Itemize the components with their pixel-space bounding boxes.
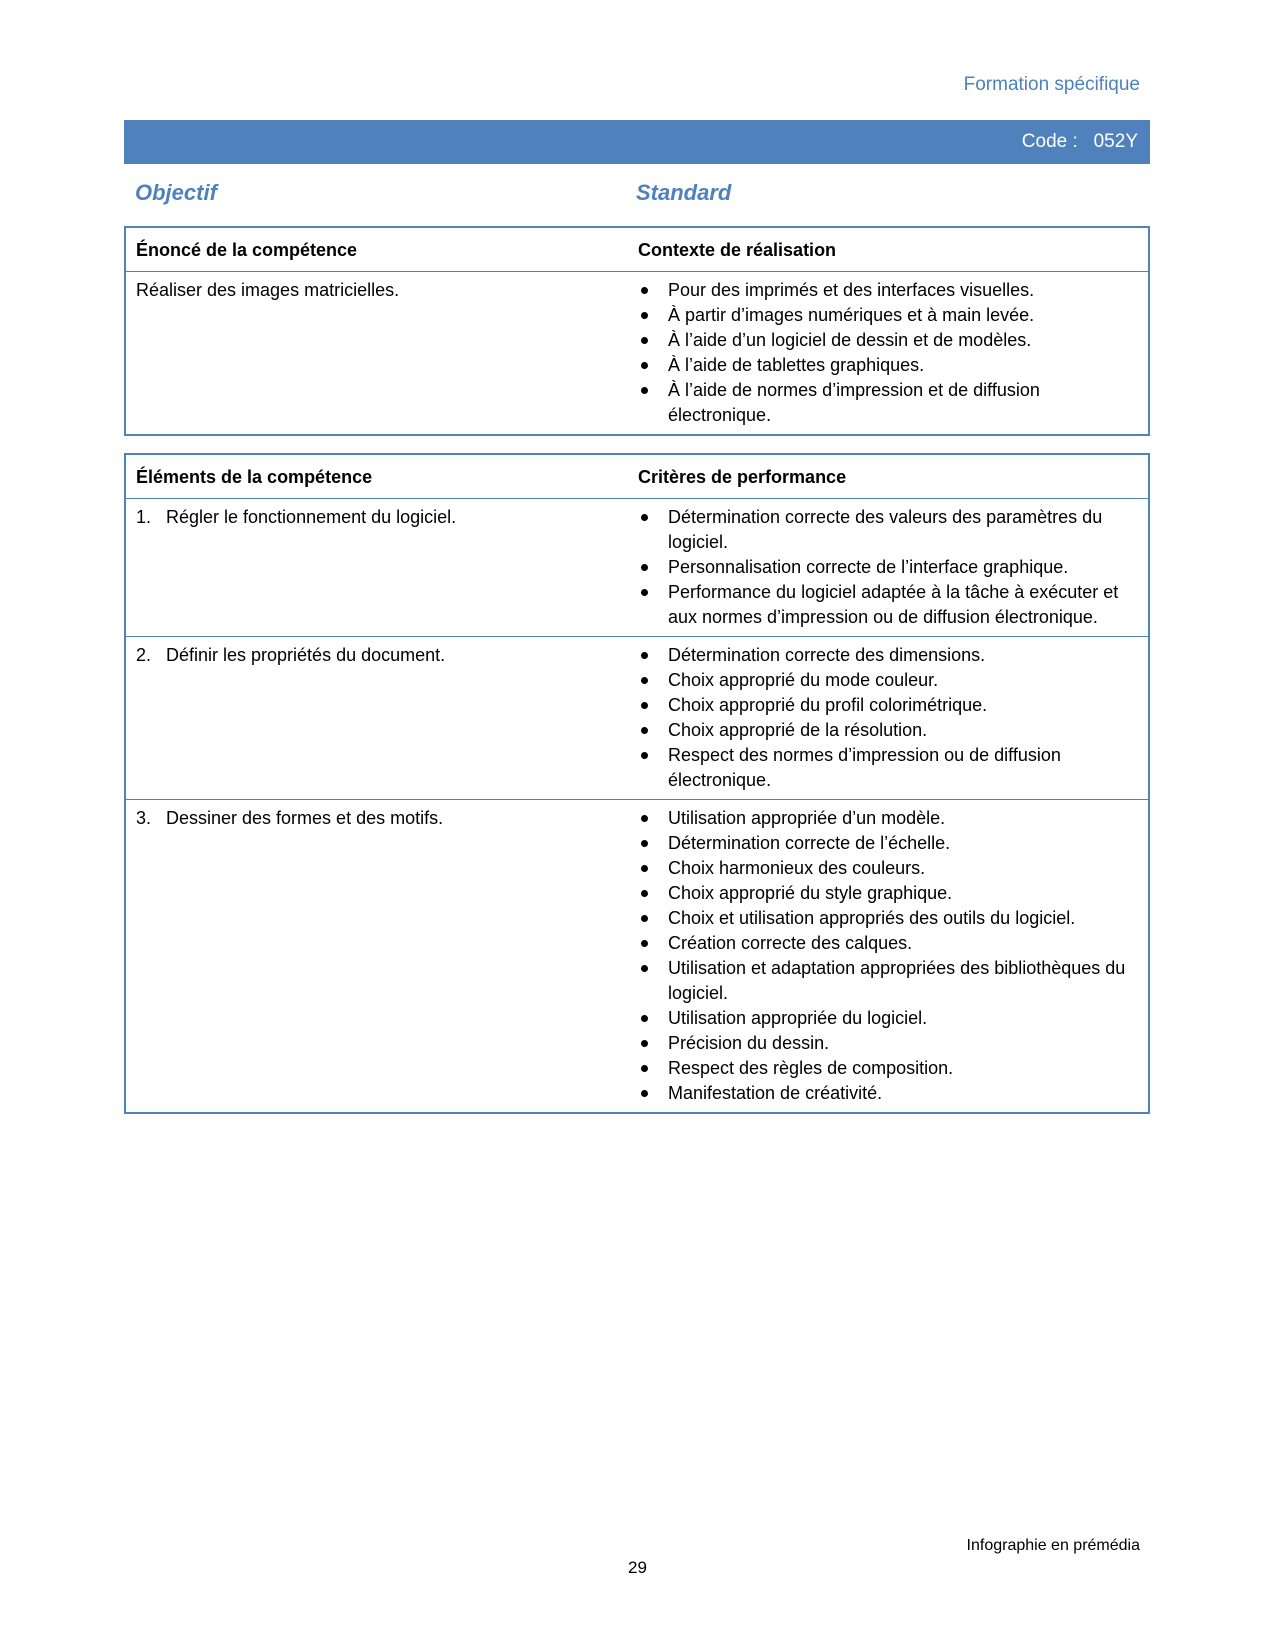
competence-statement: Réaliser des images matricielles.: [136, 280, 400, 300]
code-bar: [124, 120, 1150, 164]
list-item: Précision du dessin.: [638, 1031, 1140, 1056]
bullet-icon: [641, 915, 648, 922]
table-row: [126, 800, 1148, 1112]
page-number: 29: [628, 1558, 647, 1577]
element-text: Définir les propriétés du document.: [166, 645, 446, 665]
element-number: 2.: [136, 645, 152, 665]
list-item: Création correcte des calques.: [638, 931, 1140, 956]
bullet-icon: [641, 1090, 648, 1097]
bullet-icon: [641, 362, 648, 369]
elements-header-row: [126, 455, 1148, 499]
criteria-list: [638, 643, 1140, 793]
objective-standard-headings: [124, 180, 1150, 212]
bullet-icon: [641, 589, 648, 596]
criteria-list: [638, 806, 1140, 1106]
list-item: Respect des règles de composition.: [638, 1056, 1140, 1081]
elements-header: Éléments de la compétence: [136, 467, 373, 487]
list-item: Performance du logiciel adaptée à la tâche à exécuter et aux normes d’impression ou de diffusion électronique.: [638, 580, 1140, 630]
bullet-icon: [641, 677, 648, 684]
bullet-icon: [641, 752, 648, 759]
list-item: Détermination correcte de l’échelle.: [638, 831, 1140, 856]
bullet-icon: [641, 727, 648, 734]
element-number: 1.: [136, 507, 152, 527]
element-text: Régler le fonctionnement du logiciel.: [166, 507, 457, 527]
bullet-icon: [641, 1015, 648, 1022]
bullet-icon: [641, 840, 648, 847]
context-list-cell: [638, 278, 1148, 428]
criteria-list: [638, 505, 1140, 630]
bullet-icon: [641, 702, 648, 709]
bullet-icon: [641, 965, 648, 972]
bullet-icon: [641, 514, 648, 521]
table-row: [126, 499, 1148, 637]
list-item: Choix harmonieux des couleurs.: [638, 856, 1140, 881]
bullet-icon: [641, 865, 648, 872]
list-item: Choix approprié du style graphique.: [638, 881, 1140, 906]
element-cell: [126, 643, 638, 793]
standard-heading: Standard: [636, 180, 732, 205]
list-item: À partir d’images numériques et à main levée.: [638, 303, 1140, 328]
section-title: Formation spécifique: [963, 74, 1140, 95]
list-item: Utilisation et adaptation appropriées des bibliothèques du logiciel.: [638, 956, 1140, 1006]
bullet-icon: [641, 940, 648, 947]
list-item: Détermination correcte des dimensions.: [638, 643, 1140, 668]
list-item: Personnalisation correcte de l’interface graphique.: [638, 555, 1140, 580]
element-cell: [126, 505, 638, 630]
bullet-icon: [641, 652, 648, 659]
list-item: À l’aide d’un logiciel de dessin et de modèles.: [638, 328, 1140, 353]
bullet-icon: [641, 1065, 648, 1072]
element-text: Dessiner des formes et des motifs.: [166, 808, 444, 828]
footer-program: Infographie en prémédia: [966, 1537, 1140, 1554]
objectif-heading: Objectif: [135, 180, 217, 205]
list-item: Choix approprié du profil colorimétrique.: [638, 693, 1140, 718]
list-item: Choix approprié du mode couleur.: [638, 668, 1140, 693]
bullet-icon: [641, 287, 648, 294]
competence-body-row: [126, 272, 1148, 434]
table-row: [126, 637, 1148, 800]
program-code: Code : 052Y: [1021, 131, 1138, 152]
criteria-header: Critères de performance: [638, 467, 847, 487]
competence-statement-header: Énoncé de la compétence: [136, 240, 358, 260]
bullet-icon: [641, 387, 648, 394]
list-item: Pour des imprimés et des interfaces visuelles.: [638, 278, 1140, 303]
context-list: [638, 278, 1140, 428]
list-item: À l’aide de tablettes graphiques.: [638, 353, 1140, 378]
list-item: Manifestation de créativité.: [638, 1081, 1140, 1106]
competence-table: [124, 226, 1150, 436]
bullet-icon: [641, 312, 648, 319]
bullet-icon: [641, 815, 648, 822]
bullet-icon: [641, 890, 648, 897]
context-header: Contexte de réalisation: [638, 240, 837, 260]
criteria-cell: [638, 505, 1148, 630]
element-cell: [126, 806, 638, 1106]
list-item: Respect des normes d’impression ou de diffusion électronique.: [638, 743, 1140, 793]
competence-header-row: [126, 228, 1148, 272]
list-item: Utilisation appropriée d’un modèle.: [638, 806, 1140, 831]
list-item: Détermination correcte des valeurs des paramètres du logiciel.: [638, 505, 1140, 555]
list-item: À l’aide de normes d’impression et de diffusion électronique.: [638, 378, 1140, 428]
bullet-icon: [641, 564, 648, 571]
element-number: 3.: [136, 808, 152, 828]
bullet-icon: [641, 1040, 648, 1047]
list-item: Choix et utilisation appropriés des outils du logiciel.: [638, 906, 1140, 931]
list-item: Choix approprié de la résolution.: [638, 718, 1140, 743]
criteria-cell: [638, 643, 1148, 793]
list-item: Utilisation appropriée du logiciel.: [638, 1006, 1140, 1031]
criteria-cell: [638, 806, 1148, 1106]
elements-table: [124, 453, 1150, 1114]
bullet-icon: [641, 337, 648, 344]
